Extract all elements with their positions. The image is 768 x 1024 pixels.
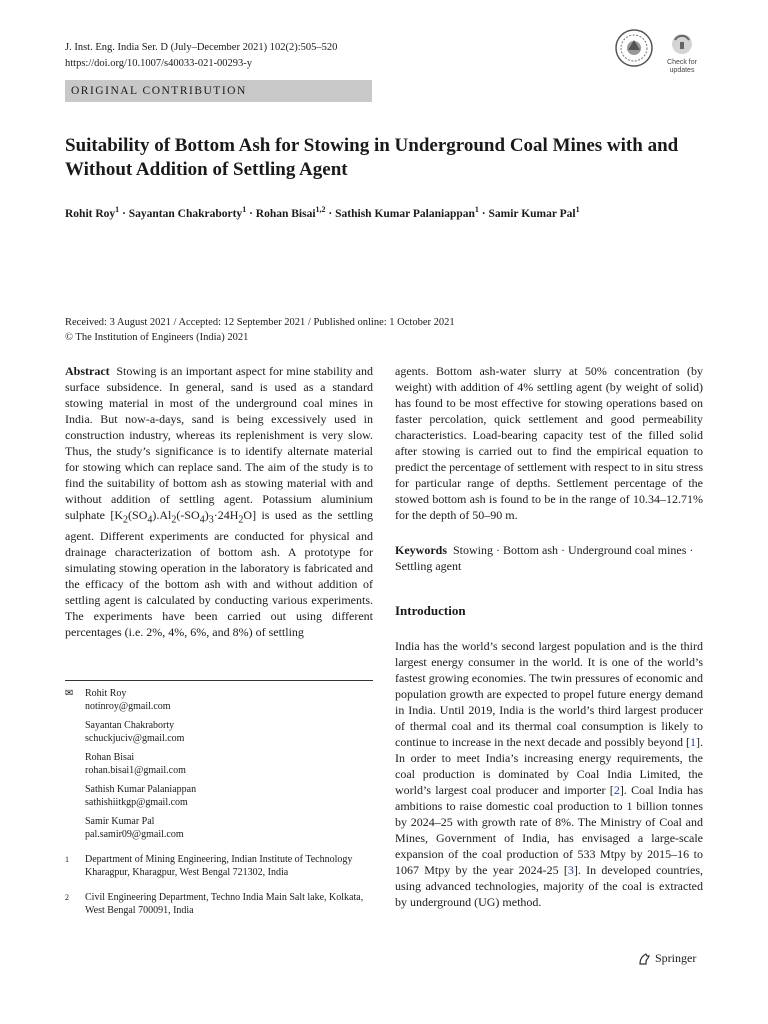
envelope-icon bbox=[65, 719, 85, 745]
author-separator: · bbox=[325, 207, 336, 220]
contact-name: Rohit Roy bbox=[85, 688, 127, 699]
envelope-icon bbox=[65, 783, 85, 809]
dates-line: Received: 3 August 2021 / Accepted: 12 September 2021 / Published online: 1 October 2021 bbox=[65, 317, 455, 328]
abstract-text: ).Al bbox=[152, 508, 172, 522]
footnote-divider bbox=[65, 680, 373, 681]
contact-name: Rohan Bisai bbox=[85, 752, 135, 763]
contact-entry bbox=[65, 783, 373, 809]
author-name[interactable]: Rohan Bisai bbox=[255, 207, 316, 220]
keywords-label: Keywords bbox=[395, 543, 447, 557]
author-affiliation-mark: 1 bbox=[474, 205, 479, 214]
author-affiliation-mark: 1,2 bbox=[315, 205, 326, 214]
affiliation-entry bbox=[65, 891, 373, 917]
contact-entry bbox=[65, 815, 373, 841]
subscript: 4 bbox=[147, 514, 153, 526]
institution-seal-icon bbox=[616, 30, 652, 66]
abstract-text: ) bbox=[204, 508, 209, 522]
doi-link[interactable]: https://doi.org/10.1007/s40033-021-00293-y bbox=[65, 58, 253, 69]
intro-text: India has the world’s second largest population and is the third largest energy consumer in the world. It is one of the world’s fastest growing economies. The twin pressures of economic and population growth are expected to propel future energy demand in India. Until 2019, India is the world’s third largest producer of thermal coal and its thermal coal consumption is likely to continue to increase in the next decade and possibly beyond [ bbox=[395, 639, 703, 749]
subscript: 2 bbox=[171, 514, 177, 526]
section-band-label: ORIGINAL CONTRIBUTION bbox=[71, 85, 247, 97]
abstract-text: Stowing is an important aspect for mine stability and surface subsidence. In general, sand is used as a standard stowing material in most of the underground coal mines in India. But now-a-days, sand is being excessively used in construction industry, whereas its replenishment is very slow. Thus, the study’s significance is to identify alternate material for stowing which can replace sand. The aim of the study is to find the suitability of bottom ash as stowing material with and without addition of settling agent. Potassium aluminium sulphate [K bbox=[65, 364, 374, 522]
author-name[interactable]: Sathish Kumar Palaniappan bbox=[335, 207, 475, 220]
journal-citation bbox=[65, 40, 337, 72]
author-separator: · bbox=[246, 207, 256, 220]
citation-link[interactable]: 2 bbox=[613, 783, 620, 797]
abstract-text: ·24H bbox=[213, 508, 239, 522]
author-name[interactable]: Samir Kumar Pal bbox=[488, 207, 576, 220]
envelope-icon: ✉ bbox=[65, 688, 74, 699]
subscript: 2 bbox=[123, 514, 129, 526]
abstract-text: O] is used as the settling agent. Different experiments are conducted for physical and drainage characterization of bottom ash. A prototype for simulating stowing operation in the laboratory is fabricated and the efficacy of the bottom ash with and without addition of settling agent is calculated by conducting various experiments. The experiments have been carried out using different percentages (i.e. 2%, 4%, 6%, and 8%) of settling bbox=[65, 508, 373, 640]
author-affiliation-mark: 1 bbox=[242, 205, 247, 214]
copyright-line: © The Institution of Engineers (India) 2021 bbox=[65, 332, 249, 343]
subscript: 4 bbox=[199, 514, 205, 526]
contact-entry bbox=[65, 687, 373, 713]
introduction-heading: Introduction bbox=[395, 603, 466, 618]
author-list bbox=[65, 205, 705, 220]
affiliation-text: Department of Mining Engineering, Indian Institute of Technology Kharagpur, Kharagpur, West Bengal 721302, India bbox=[85, 854, 353, 878]
section-band bbox=[65, 80, 372, 102]
check-for-updates-icon[interactable] bbox=[667, 34, 698, 74]
contact-email[interactable]: sathishiitkgp@gmail.com bbox=[85, 797, 188, 808]
author-name[interactable]: Rohit Roy bbox=[65, 207, 116, 220]
intro-text: ]. In developed countries, using advanced technologies, majority of the coal is extracted by underground (UG) method. bbox=[395, 863, 703, 909]
check-label-2: updates bbox=[669, 67, 695, 74]
contact-email[interactable]: notinroy@gmail.com bbox=[85, 701, 171, 712]
contact-name: Samir Kumar Pal bbox=[85, 816, 155, 827]
author-separator: · bbox=[478, 207, 489, 220]
check-label-1: Check for bbox=[667, 59, 697, 66]
author-affiliation-mark: 1 bbox=[115, 205, 120, 214]
author-contacts bbox=[65, 687, 373, 917]
springer-horse-icon bbox=[637, 952, 651, 966]
citation-link[interactable]: 3 bbox=[567, 863, 574, 877]
keywords-text: Stowing · Bottom ash · Underground coal mines · Settling agent bbox=[395, 543, 694, 573]
contact-entry bbox=[65, 719, 373, 745]
affiliation-entry bbox=[65, 853, 373, 879]
envelope-icon bbox=[65, 815, 85, 841]
author-separator: · bbox=[119, 207, 129, 220]
publisher-name: Springer bbox=[655, 951, 697, 965]
article-title: Suitability of Bottom Ash for Stowing in Underground Coal Mines with and Without Addition of Settling Agent bbox=[65, 135, 679, 180]
abstract-label: Abstract bbox=[65, 364, 110, 378]
intro-text: ]. Coal India has ambitions to raise domestic coal production to 1 billion tonnes by 2024–25 with growth rate of 8%. The Ministry of Coal and Mines, Government of India, has envisaged a large-scale expansion of the coal production of 533 Mtpy by 2015–16 to 1067 Mtpy by the year 2024-25 [ bbox=[395, 783, 704, 877]
subscript: 3 bbox=[208, 514, 214, 526]
affiliation-text: Civil Engineering Department, Techno India Main Salt lake, Kolkata, West Bengal 700091, India bbox=[85, 892, 364, 916]
introduction-body bbox=[395, 638, 703, 910]
abstract-column-1 bbox=[65, 363, 373, 640]
affiliation-number: 2 bbox=[65, 893, 69, 902]
intro-text: ]. In order to meet India’s increasing energy requirements, the coal production is dominated by Coal India Limited, the world’s largest coal producer and importer [ bbox=[395, 735, 703, 797]
abstract-text: (SO bbox=[128, 508, 148, 522]
keywords bbox=[395, 542, 703, 574]
contact-email[interactable]: pal.samir09@gmail.com bbox=[85, 829, 184, 840]
subscript: 2 bbox=[238, 514, 244, 526]
contact-name: Sayantan Chakraborty bbox=[85, 720, 175, 731]
contact-email[interactable]: rohan.bisai1@gmail.com bbox=[85, 765, 186, 776]
citation-link[interactable]: 1 bbox=[690, 735, 696, 749]
abstract-continued: agents. Bottom ash-water slurry at 50% concentration (by weight) with addition of 4% settling agent (by weight of solid) has found to be most effective for stowing operations based on faster percolation, quick settlement and good permeability characteristics. Load-bearing capacity test of the filled solid after stowing is carried out to find the empirical equation to predict the percentage of settlement with respect to in situ stress for particular range of depths. Settlement percentage of the stowed bottom ash is found to be in the range of 10.34–12.71% for the depth of 50–90 m. bbox=[395, 364, 703, 522]
publication-dates bbox=[65, 315, 455, 345]
envelope-icon bbox=[65, 751, 85, 777]
abstract-column-2 bbox=[395, 363, 703, 523]
contact-email[interactable]: schuckjuciv@gmail.com bbox=[85, 733, 185, 744]
author-name[interactable]: Sayantan Chakraborty bbox=[128, 207, 243, 220]
publisher-mark bbox=[637, 951, 696, 966]
affiliation-number: 1 bbox=[65, 855, 69, 864]
author-affiliation-mark: 1 bbox=[575, 205, 580, 214]
contact-name: Sathish Kumar Palaniappan bbox=[85, 784, 197, 795]
contact-entry bbox=[65, 751, 373, 777]
journal-line: J. Inst. Eng. India Ser. D (July–December 2021) 102(2):505–520 bbox=[65, 42, 338, 53]
abstract-text: (-SO bbox=[176, 508, 200, 522]
header-logos bbox=[612, 28, 702, 83]
